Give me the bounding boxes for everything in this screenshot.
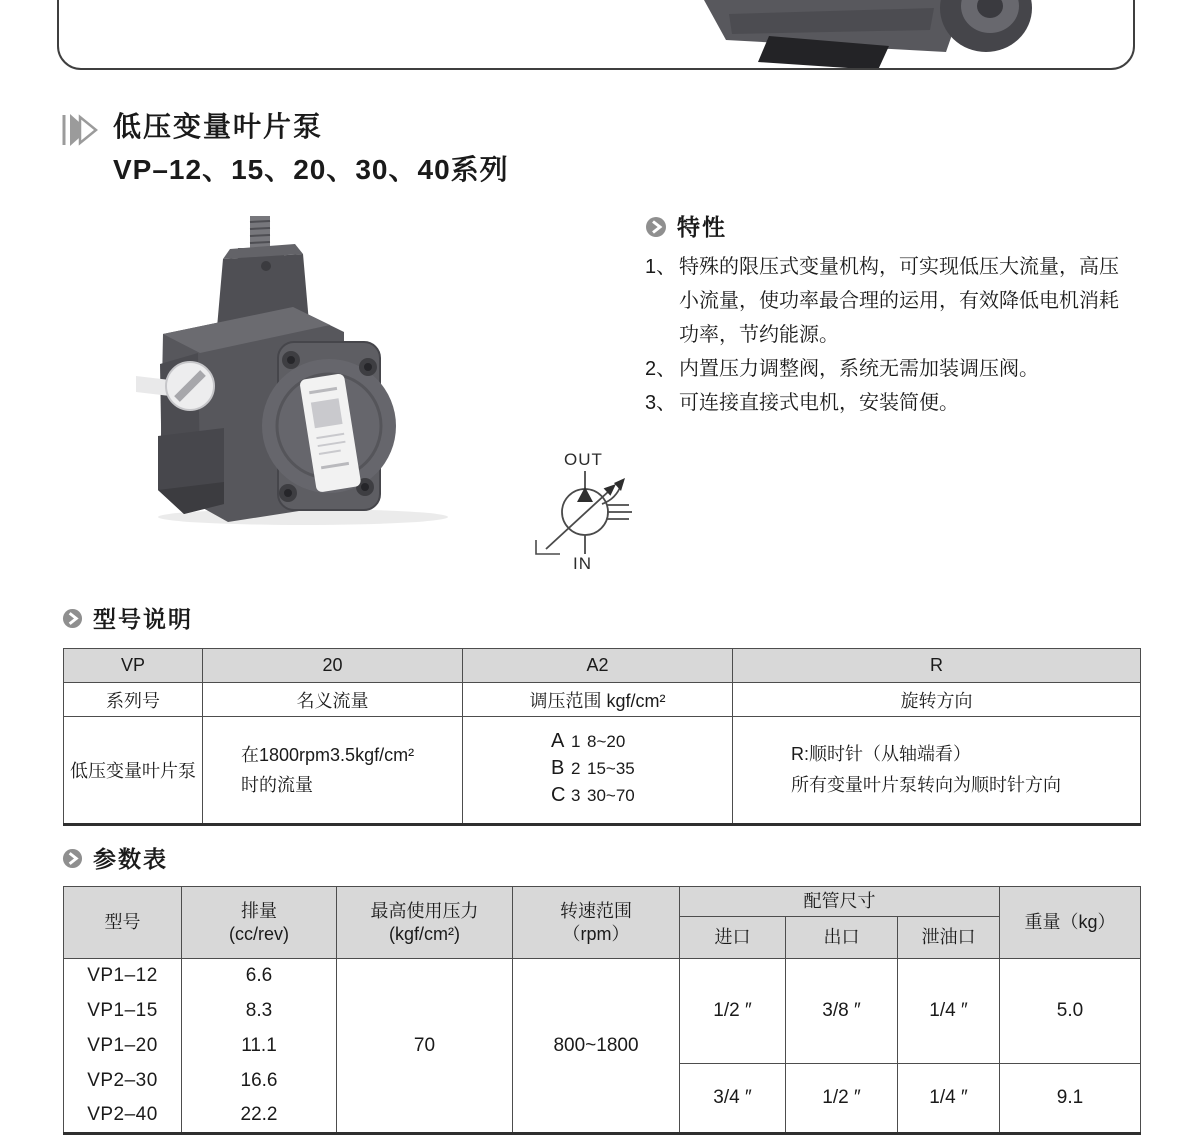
- feature-number: 1、: [645, 256, 677, 278]
- col-header-drain: 泄油口: [898, 917, 1000, 959]
- model-code-20: 20: [203, 649, 463, 683]
- features-heading-row: [645, 214, 1157, 240]
- table-header-row: [64, 887, 1141, 917]
- speed-range-cell: 800~1800: [513, 959, 680, 1134]
- model-section-heading-row: [62, 606, 193, 632]
- pump-photo-fragment: [634, 0, 1054, 70]
- feature-text: 内置压力调整阀，系统无需加装调压阀。: [679, 358, 1039, 380]
- outlet-cell: 3/8 ″: [786, 959, 898, 1064]
- outlet-cell: 1/2 ″: [786, 1064, 898, 1134]
- inlet-cell: 3/4 ″: [680, 1064, 786, 1134]
- model-cell: VP2–30: [64, 1064, 182, 1099]
- nominal-flow-label: 名义流量: [203, 683, 463, 717]
- features-section: [645, 214, 1157, 420]
- series-name-cell: 低压变量叶片泵: [64, 717, 203, 825]
- model-code-vp: VP: [64, 649, 203, 683]
- model-section-heading: 型号说明: [93, 606, 193, 632]
- table-row: [64, 717, 1141, 825]
- pressure-option: A 1 8~20: [551, 729, 626, 752]
- flow-line-2: 时的流量: [241, 775, 313, 795]
- title-block: [62, 106, 509, 192]
- params-section-heading-row: [62, 846, 168, 872]
- col-header-outlet: 出口: [786, 917, 898, 959]
- model-cell: VP2–40: [64, 1099, 182, 1134]
- displacement-cell: 11.1: [182, 1029, 337, 1064]
- feature-item: [645, 352, 1157, 386]
- displacement-cell: 8.3: [182, 994, 337, 1029]
- displacement-cell: 6.6: [182, 959, 337, 994]
- model-code-a2: A2: [463, 649, 733, 683]
- model-cell: VP1–12: [64, 959, 182, 994]
- col-header-model: 型号: [64, 887, 182, 959]
- feature-number: 3、: [645, 392, 677, 414]
- pressure-option: B 2 15~35: [551, 756, 635, 779]
- hydraulic-symbol: [524, 450, 692, 582]
- chevron-circle-icon: [62, 608, 83, 629]
- displacement-cell: 22.2: [182, 1099, 337, 1134]
- drain-cell: 1/4 ″: [898, 959, 1000, 1064]
- symbol-out-label: OUT: [564, 450, 603, 469]
- feature-number: 2、: [645, 358, 677, 380]
- table-row: [64, 683, 1141, 717]
- table-row: [64, 959, 1141, 994]
- features-heading: 特性: [677, 214, 727, 240]
- pressure-range-label: 调压范围 kgf/cm²: [463, 683, 733, 717]
- weight-cell: 5.0: [1000, 959, 1141, 1064]
- variable-pump-symbol-icon: [524, 471, 692, 555]
- displacement-cell: 16.6: [182, 1064, 337, 1099]
- model-cell: VP1–15: [64, 994, 182, 1029]
- rotation-line-1: R:顺时针（从轴端看）: [791, 744, 971, 764]
- rotation-line-2: 所有变量叶片泵转向为顺时针方向: [791, 775, 1061, 795]
- flow-line-1: 在1800rpm3.5kgf/cm²: [241, 745, 415, 765]
- series-label: 系列号: [64, 683, 203, 717]
- weight-cell: 9.1: [1000, 1064, 1141, 1134]
- pump-product-photo: [128, 204, 480, 526]
- model-cell: VP1–20: [64, 1029, 182, 1064]
- col-header-max-pressure: 最高使用压力 (kgf/cm²): [337, 887, 513, 959]
- max-pressure-cell: 70: [337, 959, 513, 1134]
- table-row: [64, 649, 1141, 683]
- col-header-inlet: 进口: [680, 917, 786, 959]
- params-section-heading: 参数表: [93, 846, 168, 872]
- rotation-label: 旋转方向: [733, 683, 1141, 717]
- header-image-box: [57, 0, 1135, 70]
- drain-cell: 1/4 ″: [898, 1064, 1000, 1134]
- page-subtitle: VP–12、15、20、30、40系列: [113, 154, 509, 185]
- double-arrow-icon: [62, 113, 104, 147]
- chevron-circle-icon: [645, 216, 667, 238]
- col-header-speed-range: 转速范围 （rpm）: [513, 887, 680, 959]
- pressure-option: C 3 30~70: [551, 783, 635, 806]
- col-header-displacement: 排量 (cc/rev): [182, 887, 337, 959]
- pressure-options-cell: [463, 717, 733, 825]
- feature-text: 特殊的限压式变量机构，可实现低压大流量，高压小流量，使功率最合理的运用，有效降低电机消耗功率，节约能源。: [679, 256, 1119, 346]
- col-header-weight: 重量（kg）: [1000, 887, 1141, 959]
- feature-text: 可连接直接式电机，安装简便。: [679, 392, 959, 414]
- col-header-piping-size: 配管尺寸: [680, 887, 1000, 917]
- symbol-in-label: IN: [573, 554, 592, 573]
- rotation-description-cell: [733, 717, 1141, 825]
- feature-item: [645, 386, 1157, 420]
- feature-item: [645, 250, 1157, 352]
- model-designation-table: [63, 648, 1141, 826]
- flow-description-cell: [203, 717, 463, 825]
- inlet-cell: 1/2 ″: [680, 959, 786, 1064]
- parameters-table: [63, 886, 1141, 1135]
- page-title: 低压变量叶片泵: [113, 111, 324, 142]
- title-text: [113, 106, 509, 192]
- chevron-circle-icon: [62, 848, 83, 869]
- model-code-r: R: [733, 649, 1141, 683]
